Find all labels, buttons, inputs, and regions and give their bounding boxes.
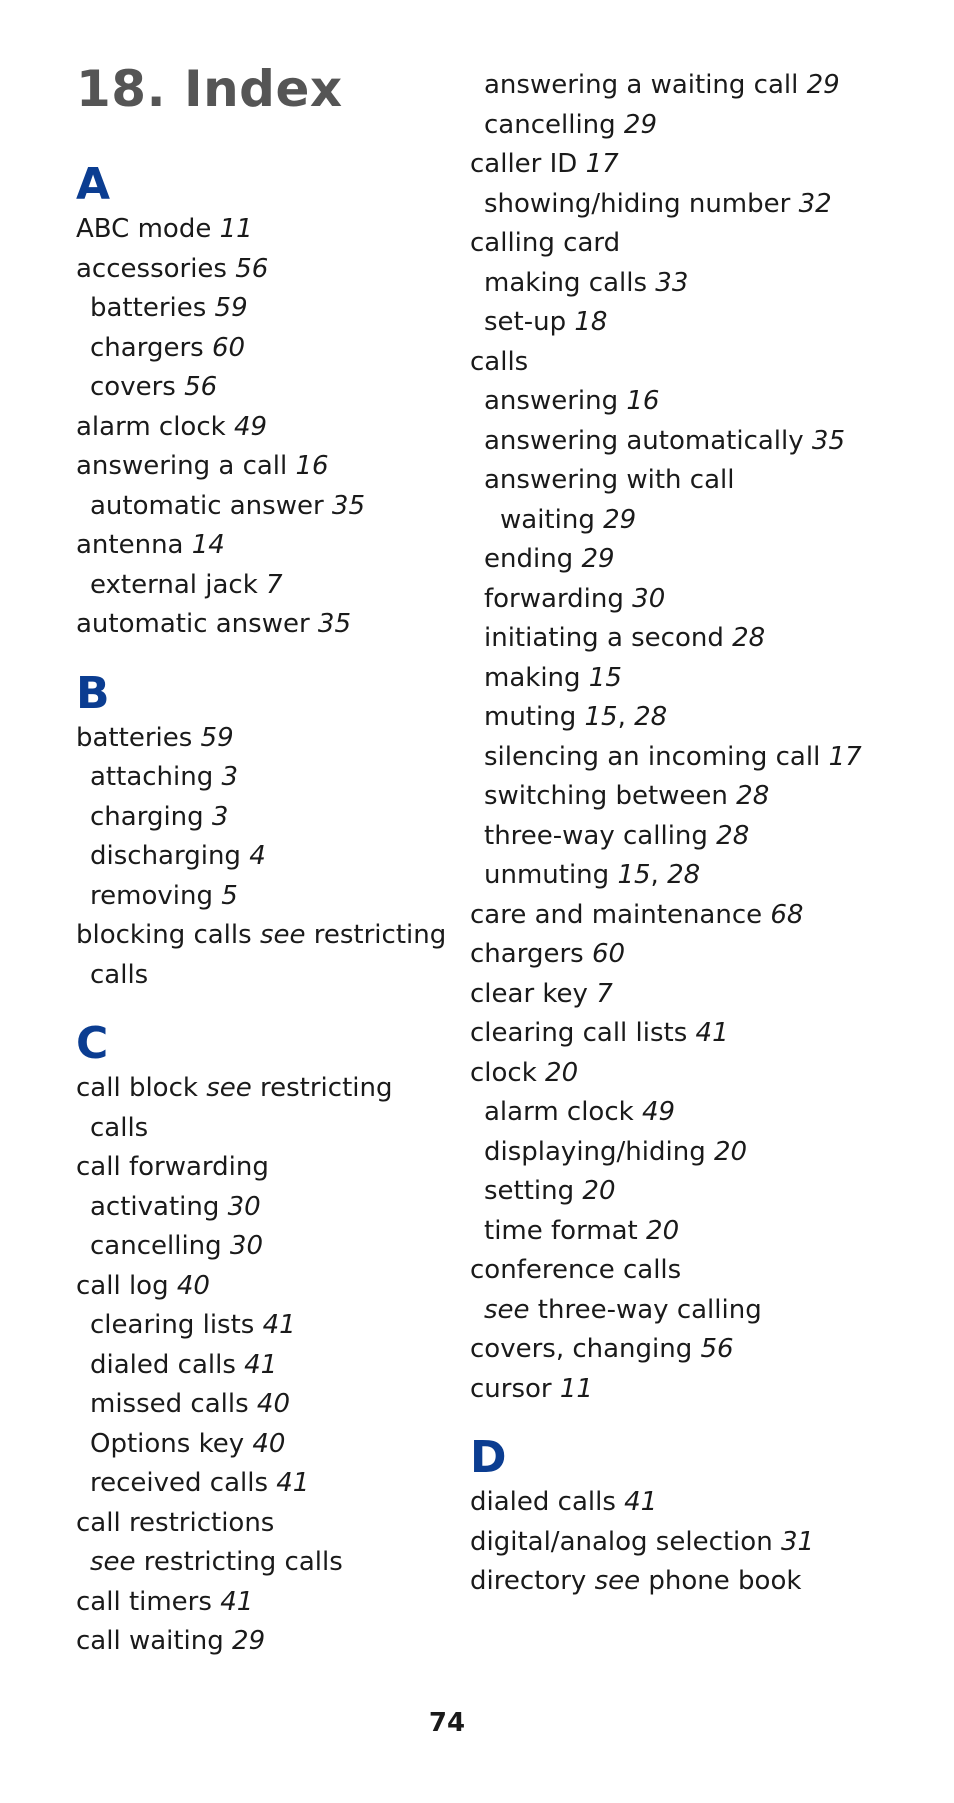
entry-term: clear key [470, 978, 597, 1009]
index-subentry [470, 382, 900, 422]
entry-term: ending [484, 544, 582, 574]
index-entry [76, 1069, 456, 1109]
section-letter: C [76, 1018, 109, 1069]
index-entry [470, 975, 900, 1015]
index-subentry [76, 1425, 456, 1465]
index-subentry [470, 1172, 900, 1212]
index-subentry [470, 777, 900, 817]
entry-term: alarm clock [484, 1097, 642, 1127]
index-column-left [76, 160, 456, 1662]
page-reference: 32 [798, 188, 832, 219]
index-subentry [470, 461, 900, 501]
index-entry [470, 1014, 900, 1054]
entry-term: ABC mode [76, 214, 220, 244]
page-reference: 41 [695, 1018, 729, 1048]
page-reference: 5 [221, 880, 238, 911]
page-reference: 35 [317, 609, 352, 639]
index-entry [76, 1267, 456, 1307]
entry-term: cancelling [484, 109, 624, 140]
index-subentry [470, 185, 900, 225]
index-entry [76, 408, 456, 448]
index-subentry [76, 1543, 456, 1583]
page-reference: 20 [646, 1215, 680, 1246]
index-entry [470, 1330, 900, 1370]
entry-term: removing [90, 880, 222, 911]
index-entry [76, 1583, 456, 1623]
index-subentry [76, 877, 456, 917]
entry-term: showing/hiding number [484, 188, 799, 219]
page-reference: 31 [780, 1526, 815, 1557]
index-subentry [76, 289, 456, 329]
see-reference-word: see [484, 1294, 530, 1325]
page-reference: 15 [588, 662, 622, 693]
entry-term: dialed calls [470, 1487, 625, 1517]
entry-term: answering a call [76, 451, 296, 481]
index-subentry [470, 501, 900, 541]
entry-term: antenna [76, 530, 192, 560]
page-reference: 28 [732, 623, 766, 653]
entry-term: covers [90, 372, 185, 402]
page-reference: 17 [828, 741, 862, 772]
index-entry [470, 343, 900, 383]
page-reference: 35 [811, 425, 845, 456]
index-entry [76, 250, 456, 290]
index-subentry [470, 422, 900, 462]
entry-term: cancelling [90, 1231, 230, 1261]
page-reference: 41 [624, 1487, 658, 1517]
index-subentry [470, 106, 900, 146]
index-entry [470, 1562, 900, 1602]
page-number: 74 [428, 1708, 466, 1738]
entry-term: three-way calling [484, 820, 717, 851]
page-reference: 18 [574, 307, 608, 337]
page-reference: 16 [295, 451, 329, 481]
entry-term: answering [484, 386, 627, 416]
page-reference: 15 [584, 702, 618, 732]
entry-term: automatic answer [76, 609, 318, 639]
index-column-right [470, 66, 900, 1602]
page-reference: 20 [545, 1057, 579, 1088]
page-reference: 20 [713, 1136, 748, 1167]
index-section [470, 66, 900, 1409]
index-subentry [76, 1385, 456, 1425]
entry-term: calls [470, 346, 529, 377]
see-reference-target: restricting [251, 1073, 393, 1103]
entry-term: missed calls [90, 1389, 257, 1419]
index-entry [470, 1251, 900, 1291]
index-subentry [470, 659, 900, 699]
page-reference: 56 [184, 372, 218, 402]
entry-term: call restrictions [76, 1507, 275, 1538]
index-subentry [76, 1346, 456, 1386]
index-subentry [76, 1109, 456, 1149]
entry-term: blocking calls [76, 920, 260, 950]
index-subentry [76, 837, 456, 877]
index-entry [470, 896, 900, 936]
page-reference: 3 [221, 762, 239, 792]
index-subentry [76, 1227, 456, 1267]
entry-term: covers, changing [470, 1334, 701, 1364]
index-subentry [76, 329, 456, 369]
page-reference: 30 [632, 583, 666, 614]
page-reference: 60 [591, 939, 626, 969]
page-separator: , [650, 860, 668, 890]
index-entry [76, 1622, 456, 1662]
index-section [76, 669, 456, 996]
index-entry [76, 526, 456, 566]
index-entry [76, 1504, 456, 1544]
page-reference: 40 [252, 1428, 286, 1459]
page-reference: 16 [626, 386, 660, 416]
page-reference: 11 [559, 1373, 593, 1404]
page-reference: 41 [276, 1468, 310, 1498]
index-subentry [470, 303, 900, 343]
entry-term: call block [76, 1073, 207, 1103]
index-subentry [76, 956, 456, 996]
entry-term: digital/analog selection [470, 1526, 781, 1557]
index-subentry [470, 817, 900, 857]
index-subentry [76, 1188, 456, 1228]
entry-term: setting [484, 1176, 583, 1206]
entry-term: care and maintenance [470, 899, 771, 930]
entry-term: charging [90, 801, 212, 832]
entry-term: batteries [90, 293, 215, 323]
page-reference: 41 [262, 1310, 296, 1340]
entry-term: dialed calls [90, 1349, 245, 1380]
see-reference-target: three-way calling [529, 1294, 762, 1325]
page-reference: 35 [331, 490, 366, 521]
index-subentry [470, 580, 900, 620]
index-entry [76, 719, 456, 759]
entry-term: call waiting [76, 1626, 233, 1656]
entry-term: chargers [470, 939, 592, 969]
page-reference: 41 [220, 1586, 254, 1617]
see-reference-target: restricting [305, 920, 447, 950]
entry-term: discharging [90, 841, 250, 871]
entry-term: calls [90, 1112, 149, 1143]
index-section [470, 1433, 900, 1602]
entry-term: chargers [90, 332, 212, 363]
page-reference: 68 [770, 899, 804, 930]
index-entry [470, 1523, 900, 1563]
index-subentry [470, 1133, 900, 1173]
page-reference: 29 [232, 1626, 266, 1656]
page-reference: 33 [655, 267, 689, 298]
index-subentry [76, 798, 456, 838]
index-entry [76, 210, 456, 250]
see-reference-word: see [206, 1073, 252, 1103]
entry-term: alarm clock [76, 411, 234, 442]
index-subentry [470, 66, 900, 106]
page-reference: 28 [667, 860, 701, 890]
page-reference: 20 [582, 1176, 616, 1206]
entry-term: waiting [500, 504, 604, 535]
index-entry [470, 935, 900, 975]
see-reference-word: see [259, 920, 306, 950]
index-subentry [470, 856, 900, 896]
page-reference: 29 [603, 504, 637, 535]
entry-term: displaying/hiding [484, 1136, 714, 1167]
index-entry [76, 916, 456, 956]
entry-term: Options key [90, 1428, 253, 1459]
section-letter: D [470, 1432, 507, 1483]
entry-term: clock [470, 1057, 546, 1088]
section-letter: B [76, 667, 110, 719]
index-entry [470, 1054, 900, 1094]
page-reference: 30 [229, 1231, 264, 1261]
entry-term: calling card [470, 228, 621, 258]
entry-term: cursor [470, 1373, 560, 1404]
entry-term: activating [90, 1191, 228, 1222]
index-entry [470, 145, 900, 185]
entry-term: accessories [76, 253, 236, 284]
page-reference: 28 [634, 702, 668, 732]
page-reference: 15 [617, 860, 651, 890]
index-subentry [470, 264, 900, 304]
index-section [76, 1019, 456, 1662]
index-subentry [470, 698, 900, 738]
index-subentry [470, 619, 900, 659]
page-reference: 60 [211, 332, 246, 363]
page-reference: 29 [806, 70, 840, 100]
page-reference: 40 [256, 1389, 290, 1419]
index-entry [76, 1148, 456, 1188]
index-entry [76, 447, 456, 487]
entry-term: answering automatically [484, 425, 812, 456]
page-reference: 41 [244, 1349, 278, 1380]
page-title: 18. Index [76, 60, 343, 118]
entry-term: silencing an incoming call [484, 741, 829, 772]
entry-term: forwarding [484, 583, 633, 614]
entry-term: answering with call [484, 465, 735, 495]
index-subentry [470, 1093, 900, 1133]
index-subentry [470, 1212, 900, 1252]
index-subentry [470, 738, 900, 778]
entry-term: time format [484, 1215, 647, 1246]
index-subentry [470, 540, 900, 580]
see-reference-target: phone book [640, 1566, 802, 1596]
entry-term: call log [76, 1270, 177, 1301]
index-subentry [76, 487, 456, 527]
page-reference: 59 [214, 293, 248, 323]
index-subentry [470, 1291, 900, 1331]
page-reference: 28 [716, 820, 750, 851]
entry-term: unmuting [484, 860, 618, 890]
page-reference: 28 [736, 781, 770, 811]
page-reference: 29 [623, 109, 658, 140]
page-reference: 56 [700, 1334, 734, 1364]
page-reference: 17 [585, 149, 619, 179]
index-entry [76, 605, 456, 645]
page-reference: 11 [219, 214, 253, 244]
see-reference-target: restricting calls [135, 1547, 343, 1577]
entry-term: making calls [484, 267, 656, 298]
page-reference: 14 [191, 530, 225, 560]
page-reference: 3 [211, 801, 229, 832]
index-entry [470, 1370, 900, 1410]
entry-term: caller ID [470, 149, 586, 179]
index-subentry [76, 1464, 456, 1504]
index-section [76, 160, 456, 645]
entry-term: making [484, 662, 589, 693]
entry-term: automatic answer [90, 490, 332, 521]
entry-term: call timers [76, 1586, 221, 1617]
page-reference: 40 [176, 1270, 210, 1301]
page-reference: 29 [581, 544, 615, 574]
page-reference: 7 [596, 978, 613, 1009]
section-letter: A [76, 159, 111, 210]
index-subentry [76, 566, 456, 606]
entry-term: set-up [484, 307, 575, 337]
entry-term: switching between [484, 781, 737, 811]
page-reference: 7 [266, 569, 283, 600]
entry-term: calls [90, 959, 149, 990]
entry-term: call forwarding [76, 1152, 269, 1182]
index-entry [470, 224, 900, 264]
entry-term: external jack [90, 569, 267, 600]
entry-term: received calls [90, 1468, 277, 1498]
entry-term: muting [484, 702, 585, 732]
entry-term: directory [470, 1566, 595, 1596]
entry-term: clearing call lists [470, 1018, 696, 1048]
entry-term: answering a waiting call [484, 70, 807, 100]
index-subentry [76, 368, 456, 408]
page-separator: , [617, 702, 635, 732]
index-subentry [76, 758, 456, 798]
index-subentry [76, 1306, 456, 1346]
see-reference-word: see [90, 1547, 136, 1577]
page-reference: 30 [227, 1191, 261, 1222]
see-reference-word: see [594, 1566, 641, 1596]
page-reference: 49 [641, 1097, 676, 1127]
entry-term: attaching [90, 762, 222, 792]
page-reference: 56 [235, 253, 269, 284]
entry-term: initiating a second [484, 623, 733, 653]
page-reference: 4 [249, 841, 266, 871]
page-reference: 59 [200, 722, 234, 753]
index-entry [470, 1483, 900, 1523]
entry-term: clearing lists [90, 1310, 263, 1340]
entry-term: conference calls [470, 1255, 682, 1285]
entry-term: batteries [76, 722, 201, 753]
page-reference: 49 [233, 411, 268, 442]
